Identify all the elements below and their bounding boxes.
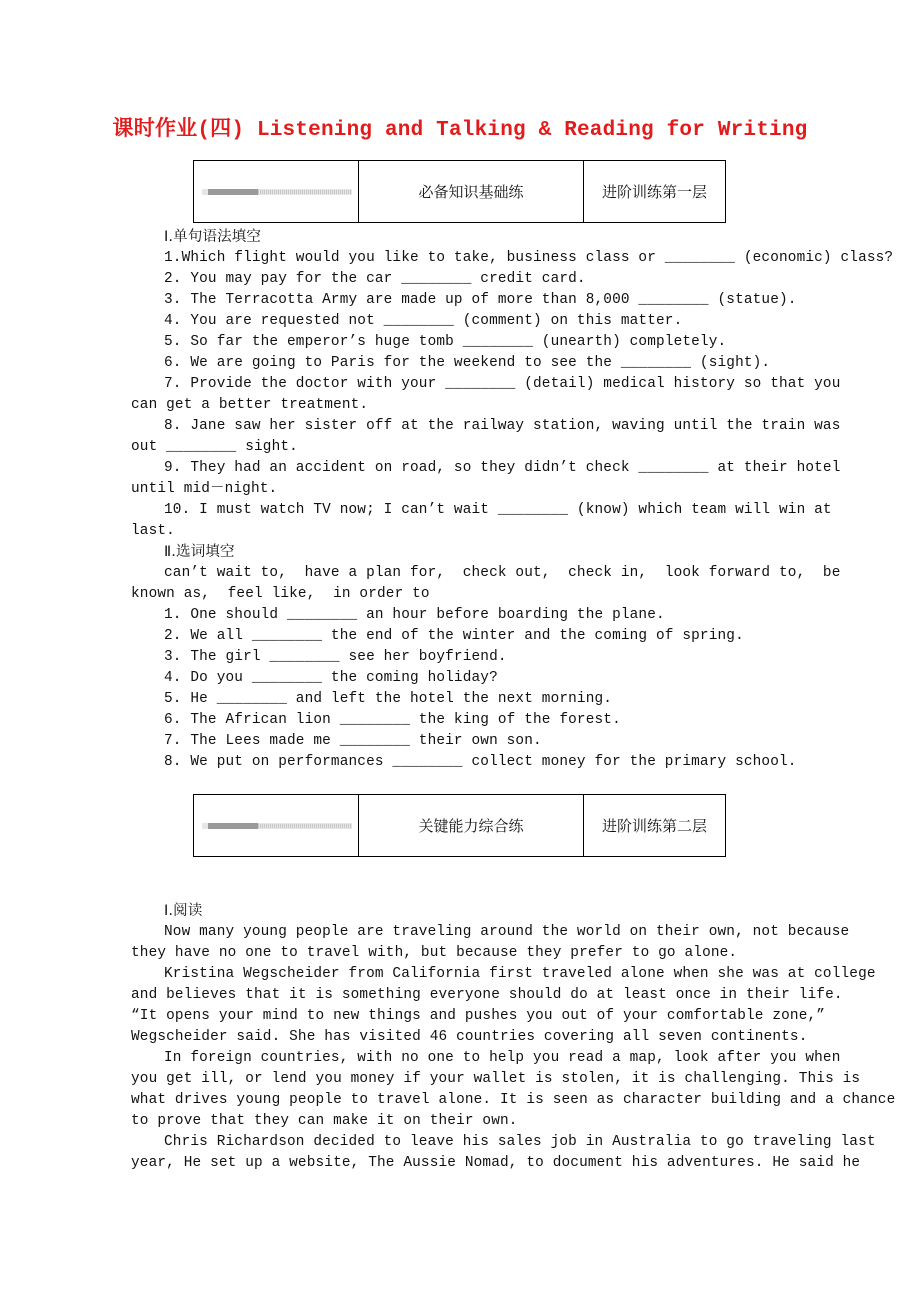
exercise-line: 6. The African lion ________ the king of the forest. <box>164 712 621 728</box>
passage-line: “It opens your mind to new things and pushes you out of your comfortable zone,” <box>131 1008 826 1024</box>
exercise-line: 8. Jane saw her sister off at the railway station, waving until the train was <box>164 418 841 434</box>
exercise-line: out ________ sight. <box>131 439 298 455</box>
exercise-line: 8. We put on performances ________ collect money for the primary school. <box>164 754 797 770</box>
banner-middle-label: 关键能力综合练 <box>359 795 584 856</box>
banner-right-label: 进阶训练第一层 <box>601 183 707 201</box>
passage-line: they have no one to travel with, but because they prefer to go alone. <box>131 945 738 961</box>
passage-line: to prove that they can make it on their own. <box>131 1113 518 1129</box>
passage-line: Chris Richardson decided to leave his sales job in Australia to go traveling last <box>164 1134 876 1150</box>
exercise-line: 1. One should ________ an hour before boarding the plane. <box>164 607 665 623</box>
exercise-line: 5. So far the emperor’s huge tomb ________ (unearth) completely. <box>164 334 727 350</box>
word-bank: known as, feel like, in order to <box>131 586 430 602</box>
progress-bar-icon <box>202 187 352 197</box>
exercise-line: 2. You may pay for the car ________ credit card. <box>164 271 586 287</box>
exercise-line: 7. The Lees made me ________ their own son. <box>164 733 542 749</box>
exercise-line: 10. I must watch TV now; I can’t wait ________ (know) which team will win at <box>164 502 832 518</box>
passage-line: you get ill, or lend you money if your wallet is stolen, it is challenging. This is <box>131 1071 861 1087</box>
exercise-line: 6. We are going to Paris for the weekend to see the ________ (sight). <box>164 355 771 371</box>
section-banner-advanced <box>193 794 726 857</box>
exercise-line: 3. The Terracotta Army are made up of more than 8,000 ________ (statue). <box>164 292 797 308</box>
section-banner-basic <box>193 160 726 223</box>
passage-line: Wegscheider said. She has visited 46 countries covering all seven continents. <box>131 1029 808 1045</box>
exercise-line: until mid－night. <box>131 481 278 497</box>
exercise-line: 7. Provide the doctor with your ________ (detail) medical history so that you <box>164 376 841 392</box>
section-heading: Ⅱ.选词填空 <box>164 544 235 560</box>
passage-line: what drives young people to travel alone. It is seen as character building and a chance <box>131 1092 896 1108</box>
passage-line: Kristina Wegscheider from California first traveled alone when she was at college <box>164 966 876 982</box>
exercise-line: 4. Do you ________ the coming holiday? <box>164 670 498 686</box>
exercise-line: 9. They had an accident on road, so they didn’t check ________ at their hotel <box>164 460 841 476</box>
exercise-line: 3. The girl ________ see her boyfriend. <box>164 649 507 665</box>
banner-decoration <box>194 795 359 856</box>
passage-line: year, He set up a website, The Aussie Nomad, to document his adventures. He said he <box>131 1155 861 1171</box>
page-title: 课时作业(四) Listening and Talking & Reading for Writing <box>112 119 808 142</box>
section-heading: Ⅰ.阅读 <box>164 903 203 919</box>
exercise-line: 4. You are requested not ________ (comment) on this matter. <box>164 313 683 329</box>
exercise-line: last. <box>131 523 175 539</box>
exercise-line: can get a better treatment. <box>131 397 369 413</box>
exercise-line: 1.Which flight would you like to take, business class or ________ (economic) class? <box>164 250 894 266</box>
passage-line: and believes that it is something everyone should do at least once in their life. <box>131 987 843 1003</box>
word-bank: can’t wait to, have a plan for, check out, check in, look forward to, be <box>164 565 841 581</box>
section-heading: Ⅰ.单句语法填空 <box>164 229 262 245</box>
banner-right-label: 进阶训练第二层 <box>601 817 707 835</box>
progress-bar-icon <box>202 821 352 831</box>
banner-decoration <box>194 161 359 222</box>
exercise-line: 2. We all ________ the end of the winter and the coming of spring. <box>164 628 744 644</box>
banner-middle-label: 必备知识基础练 <box>359 161 584 222</box>
exercise-line: 5. He ________ and left the hotel the next morning. <box>164 691 613 707</box>
passage-line: In foreign countries, with no one to help you read a map, look after you when <box>164 1050 841 1066</box>
passage-line: Now many young people are traveling around the world on their own, not because <box>164 924 850 940</box>
